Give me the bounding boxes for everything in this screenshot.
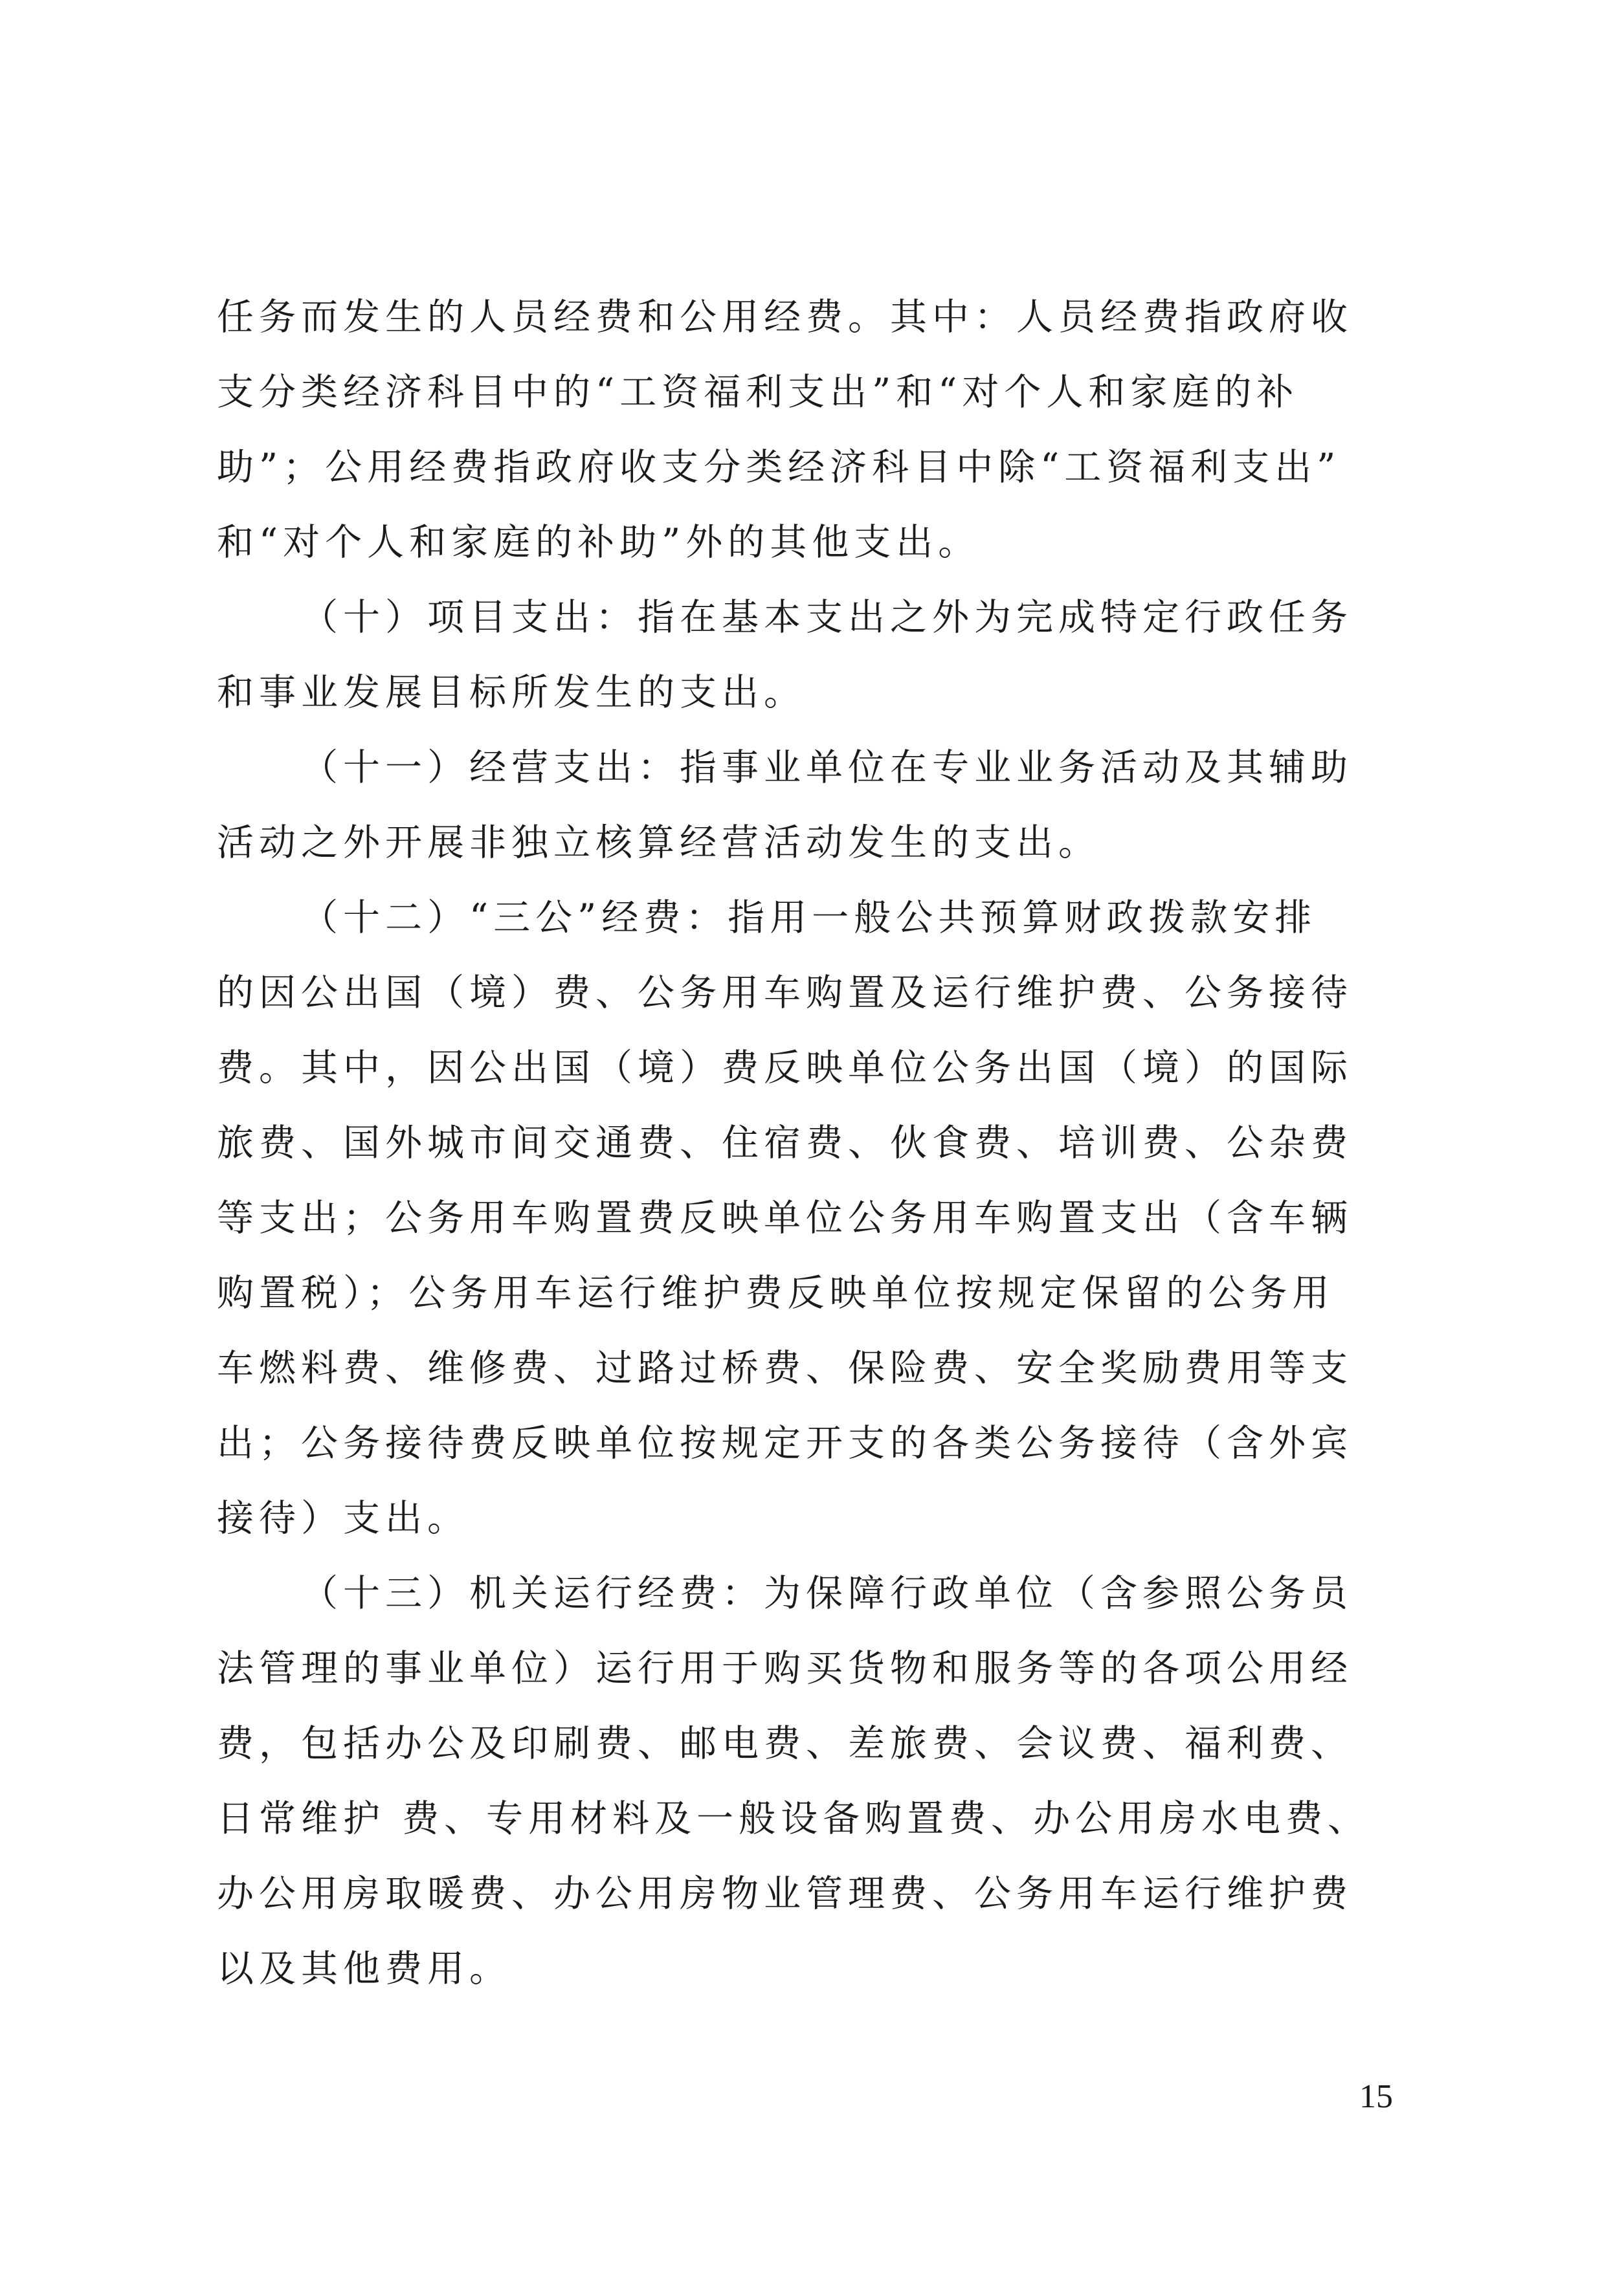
- text-line: 费，包括办公及印刷费、邮电费、差旅费、会议费、福利费、: [217, 1722, 1353, 1765]
- paragraph-first-line: （十）项目支出：指在基本支出之外为完成特定行政任务: [301, 596, 1353, 639]
- text-line: 支分类经济科目中的“工资福利支出”和“对个人和家庭的补: [217, 371, 1299, 414]
- page-number: 15: [1359, 2078, 1393, 2115]
- text-line: 的因公出国（境）费、公务用车购置及运行维护费、公务接待: [217, 971, 1353, 1014]
- text-line: 旅费、国外城市间交通费、住宿费、伙食费、培训费、公杂费: [217, 1122, 1353, 1164]
- text-line: 接待）支出。: [217, 1497, 469, 1540]
- text-line: 费。其中，因公出国（境）费反映单位公务出国（境）的国际: [217, 1047, 1353, 1089]
- text-line: 和“对个人和家庭的补助”外的其他支出。: [217, 521, 981, 564]
- text-line: 购置税）；公务用车运行维护费反映单位按规定保留的公务用: [217, 1272, 1335, 1314]
- text-line: 出；公务接待费反映单位按规定开支的各类公务接待（含外宾: [217, 1422, 1353, 1465]
- text-line: 助”；公用经费指政府收支分类经济科目中除“工资福利支出”: [217, 446, 1341, 489]
- text-line: 任务而发生的人员经费和公用经费。其中：人员经费指政府收: [217, 296, 1353, 338]
- paragraph-first-line: （十三）机关运行经费：为保障行政单位（含参照公务员: [301, 1572, 1353, 1615]
- text-line: 车燃料费、维修费、过路过桥费、保险费、安全奖励费用等支: [217, 1347, 1353, 1390]
- text-line: 和事业发展目标所发生的支出。: [217, 671, 806, 714]
- paragraph-first-line: （十二）“三公”经费：指用一般公共预算财政拨款安排: [301, 896, 1317, 939]
- text-line: 活动之外开展非独立核算经营活动发生的支出。: [217, 821, 1100, 864]
- text-line: 日常维护 费、专用材料及一般设备购置费、办公用房水电费、: [217, 1797, 1370, 1840]
- text-line: 以及其他费用。: [217, 1947, 511, 1990]
- paragraph-first-line: （十一）经营支出：指事业单位在专业业务活动及其辅助: [301, 746, 1353, 789]
- text-line: 法管理的事业单位）运行用于购买货物和服务等的各项公用经: [217, 1647, 1353, 1690]
- text-line: 办公用房取暖费、办公用房物业管理费、公务用车运行维护费: [217, 1872, 1353, 1915]
- text-line: 等支出；公务用车购置费反映单位公务用车购置支出（含车辆: [217, 1197, 1353, 1239]
